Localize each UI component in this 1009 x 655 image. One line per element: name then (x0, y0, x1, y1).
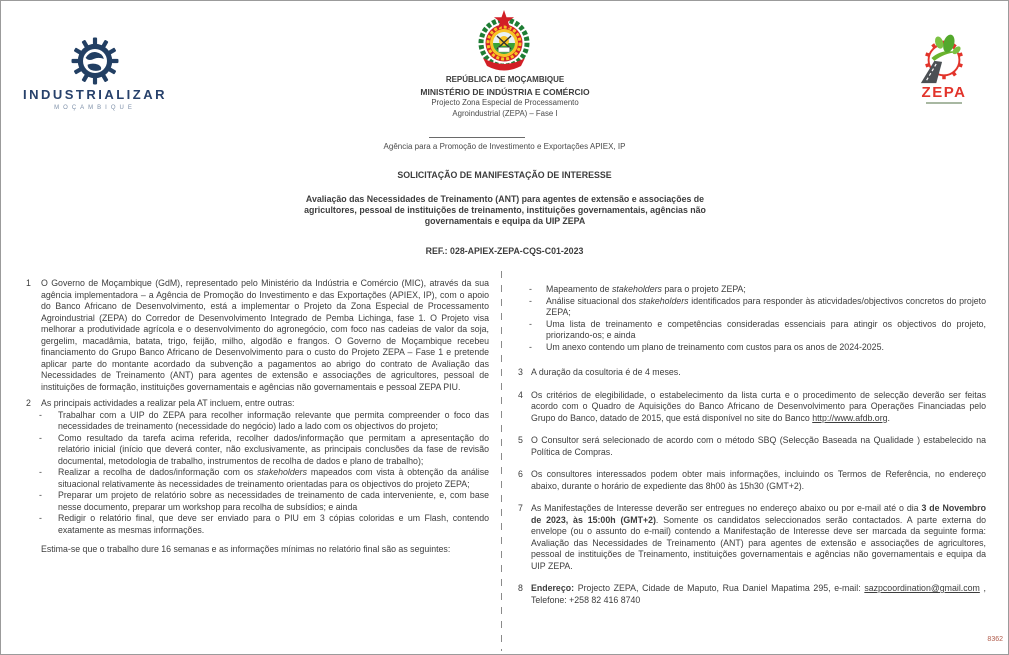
bullet-item (529, 296, 986, 319)
bullet-dash: - (529, 284, 532, 294)
bullet-text: Redigir o relatório final, que deve ser enviado para o PIU em 3 cópias coloridas e um Flash, contendo exatamente as mesmas informações. (58, 513, 489, 535)
paragraph-1-text: O Governo de Moçambique (GdM), representado pelo Ministério da Indústria e Comércio (MIC), através da sua agência implementadora – a Agência de Promoção do Investimento e das Exportações (APIEX, IP), com o apoio do Banco Africano de Desenvolvimento, está a implementar o Projeto da Zona Especial de Processamento Agroindustrial (ZEPA) do Corredor de Desenvolvimento Integrado de Pemba Lichinga, fase 1. O Projeto visa melhorar a produtividade agrícola e o desenvolvimento do agronegócio, com foco nas cadeias de valor da soja, gergelim, macadâmia, batata, trigo, feijão, milho, algodão e frangos. O Governo de Moçambique recebeu financiamento do Grupo Banco Africano de Desenvolvimento para o custo do Projeto ZEPA – Fase 1 e pretende aplicar parte do montante acordado da subvenção a pagamentos ao abrigo do contrato de Avaliação das Necessidades de Treinamento (ANT) para agentes de extensão e associações de agricultores, pessoal de instituições de formação, instituições governamentais e agências não governamentais e pessoal ZEPA PIU. (41, 278, 489, 392)
paragraph-4-number: 4 (518, 389, 523, 400)
paragraph-7-segment: As Manifestações de Interesse deverão ser entregues no endereço abaixo ou por e-mail até o dia (531, 503, 922, 513)
email-link[interactable]: sazpcoordination@gmail.com (864, 583, 980, 593)
bullet-dash: - (529, 318, 532, 329)
paragraph-1-number: 1 (26, 278, 31, 288)
paragraph-8-text (531, 583, 986, 606)
bullet-item (529, 284, 986, 296)
address-label: Endereço: (531, 583, 575, 593)
bullet-text (58, 467, 489, 490)
paragraph-4 (518, 390, 986, 425)
bullet-dash: - (39, 467, 42, 477)
paragraph-5-number: 5 (518, 435, 523, 445)
bullet-item (529, 342, 986, 354)
left-column (26, 278, 489, 556)
zepa-logo (904, 31, 984, 104)
paragraph-4-segment: . (887, 412, 890, 423)
paragraph-6 (518, 469, 986, 492)
bullet-text-segment: para o projeto ZEPA; (661, 284, 746, 294)
bullet-text: Preparar um projeto de relatório sobre as necessidades de treinamento de cada interveniente, e, com base nesse documento, preparar um workshop para recolha de subsídios; e ainda (58, 490, 489, 512)
column-divider (501, 271, 502, 651)
zepa-logo-tagline (926, 102, 962, 104)
paragraph-2-number: 2 (26, 398, 31, 408)
paragraph-8-number: 8 (518, 583, 523, 593)
right-column (518, 284, 986, 606)
subject-title: Avaliação das Necessidades de Treinamento (ANT) para agentes de extensão e associações de agricultores, pessoal de instituições de treinamento, instituições governamentais, agências não governamentais e equipa da UIP ZEPA (304, 194, 706, 226)
stakeholders-italic: stakeholders (612, 284, 662, 294)
bullet-item (529, 319, 986, 342)
bullet-dash: - (39, 409, 42, 420)
deadline-bold: 3 de Novembro de 2023, às 15:00h (GMT+2) (531, 503, 986, 525)
bullet-item (39, 467, 489, 490)
industrializar-title: INDUSTRIALIZAR (22, 87, 168, 102)
document-title: SOLICITAÇÃO DE MANIFESTAÇÃO DE INTERESSE (397, 170, 612, 180)
paragraph-3 (518, 367, 986, 379)
stakeholders-italic: stakeholders (257, 467, 307, 477)
bullet-text-segment: identificados para responder às aticvidades/objectivos concretos do projeto ZEPA; (546, 295, 986, 317)
bullet-dash: - (529, 295, 532, 306)
bullet-text-segment: Realizar a recolha de dados/informação com os (58, 467, 258, 477)
industrializar-logo (19, 37, 171, 111)
bullet-text-segment: Mapeamento de (546, 284, 613, 294)
bullet-text-segment: Análise situacional dos (546, 295, 639, 306)
paragraph-3-number: 3 (518, 367, 523, 377)
paragraph-5 (518, 435, 986, 458)
republic-title: REPÚBLICA DE MOÇAMBIQUE (445, 75, 565, 84)
paragraph-2-bullets (26, 410, 489, 537)
bullet-item (39, 410, 489, 433)
project-line-1: Projecto Zona Especial de Processamento (431, 98, 579, 107)
industrializar-gear-icon (71, 37, 119, 85)
paragraph-7-text (531, 503, 986, 572)
bullet-text: Como resultado da tarefa acima referida, recolher dados/informação que permitam a apresentação do relatório inicial (início que deverá conter, não exclusivamente, as principais conclusões da fase de revisão documental, metodologia de trabalho, instrumentos de recolha de dados e plano de trabalho); (58, 432, 489, 466)
signature-line (429, 137, 525, 138)
paragraph-4-segment: Os critérios de elegibilidade, o estabelecimento da lista curta e o procedimento de selecção deverão ser feitas acordo com o Quadro de Aquisições do Banco Africano de Desenvolvimento para Operações Financiadas pelo Grupo do Banco, datado de 2015, que está disponível no site do Banco (531, 389, 986, 423)
bullet-dash: - (39, 490, 42, 500)
bullet-dash: - (39, 432, 42, 443)
paragraph-6-text: Os consultores interessados podem obter mais informações, incluindo os Termos de Referência, no endereço abaixo, durante o horário de expediente das 8h00 às 15h30 (GMT+2). (531, 469, 986, 491)
header-center-text (305, 75, 705, 119)
paragraph-8-segment: , Telefone: +258 82 416 8740 (531, 583, 986, 605)
paragraph-4-text (531, 390, 986, 425)
page-number: 8362 (987, 636, 1003, 643)
paragraph-5-text: O Consultor será selecionado de acordo com o método SBQ (Selecção Baseada na Qualidade ) estabelecido na Política de Compras. (531, 435, 986, 457)
ministry-title: MINISTÉRIO DE INDÚSTRIA E COMÉRCIO (420, 87, 590, 97)
bullet-item (39, 433, 489, 468)
bullet-text: Trabalhar com a UIP do ZEPA para recolher informação relevante que permita compreender o foco das necessidades de treinamento (necessidade do negócio) lado a lado com os objectivos do projeto; (58, 409, 489, 431)
paragraph-7 (518, 503, 986, 572)
report-content-bullets (518, 284, 986, 353)
bullet-dash: - (529, 341, 532, 352)
agency-line: Agência para a Promoção de Investimento e Exportações APIEX, IP (383, 142, 626, 151)
mozambique-coat-of-arms-icon (472, 9, 536, 71)
closing-line: Estima-se que o trabalho dure 16 semanas e as informações mínimas no relatório final são as seguintes: (41, 544, 451, 554)
bullet-dash: - (39, 513, 42, 523)
paragraph-7-segment: . Somente os candidatos seleccionados serão contactados. A parte externa do envelope (ou o assunto do e-mail) contendo a Manifestação de Interesse deve ser marcada da seguinte forma: Avaliação das Necessidades de Treinamento (ANT) para agentes de extensão e associações de agricultores, pessoal de instituições de Treinamento, instituições governamentais e agências não governamentais e equipa da UIP ZEPA. (531, 514, 986, 571)
paragraph-2-intro: As principais actividades a realizar pela AT incluem, entre outras: (41, 398, 295, 408)
afdb-link[interactable]: http://www.afdb.org (812, 412, 888, 423)
paragraph-7-number: 7 (518, 503, 523, 513)
bullet-item (39, 490, 489, 513)
bullet-text-segment: mapeados com vista à obtenção da análise situacional relativamente às necessidades de treinamento orientadas para os objectivos do projeto ZEPA; (58, 467, 489, 489)
project-line-2: Agroindustrial (ZEPA) – Fase I (452, 109, 558, 118)
bullet-text (546, 296, 986, 319)
industrializar-subtitle: MOÇAMBIQUE (54, 105, 136, 111)
zepa-logo-icon (913, 31, 975, 85)
stakeholders-italic: stakeholders (638, 295, 689, 306)
bullet-text: Um anexo contendo um plano de treinamento com custos para os anos de 2024-2025. (546, 341, 884, 352)
bullet-text (546, 284, 986, 296)
paragraph-2 (26, 398, 489, 410)
bullet-item (39, 513, 489, 536)
paragraph-8 (518, 583, 986, 606)
paragraph-8-segment: Projecto ZEPA, Cidade de Maputo, Rua Daniel Mapatima 295, e-mail: (574, 583, 865, 593)
paragraph-6-number: 6 (518, 469, 523, 479)
paragraph-3-text: A duração da cosultoria é de 4 meses. (531, 367, 681, 377)
bullet-text: Uma lista de treinamento e competências consideradas essenciais para atingir os objectivos do projeto, priorizando-os; e ainda (546, 318, 986, 340)
reference-number: REF.: 028-APIEX-ZEPA-CQS-C01-2023 (425, 246, 584, 256)
zepa-logo-text: ZEPA (921, 84, 967, 101)
paragraph-1 (26, 278, 489, 393)
